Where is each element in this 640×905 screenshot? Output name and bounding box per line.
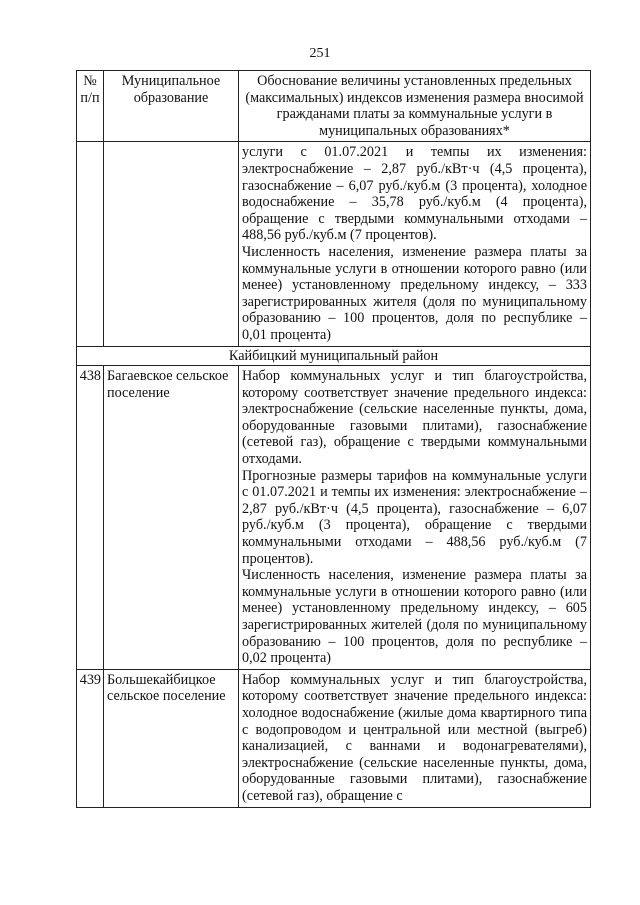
cell-justification [239,142,591,346]
table-row-continuation [77,142,591,346]
paragraph: Численность населения, изменение размера платы за коммунальные услуги в отношении которого равно (или менее) установленному предельному индексу, – 333 зарегистрированных жителя (доля по муниципальному образованию – 100 процентов, доля по республике – 0,01 процента) [242,243,587,343]
row-municipality: Багаевское сельское поселение [104,366,239,670]
district-row [77,346,591,366]
paragraph: Набор коммунальных услуг и тип благоустройства, которому соответствует значение предельного индекса: электроснабжение (сельские населенные пункты, дома, оборудованные газовыми плитами), газоснабжение (сетевой газ), обращение с твердыми коммунальными отходами. [242,368,587,468]
paragraph: Прогнозные размеры тарифов на коммунальные услуги с 01.07.2021 и темпы их изменения: электроснабжение – 2,87 руб./кВт·ч (4,5 процента), газоснабжение – 6,07 руб./куб.м (3 процента), обращение с твердыми коммунальными отходами – 488,56 руб./куб.м (7 процентов). [242,467,587,567]
paragraph: услуги с 01.07.2021 и темпы их изменения: электроснабжение – 2,87 руб./кВт·ч (4,5 процента), газоснабжение – 6,07 руб./куб.м (3 процента), холодное водоснабжение – 35,78 руб./куб.м (4 процента), обращение с твердыми коммунальными отходами – 488,56 руб./куб.м (7 процентов). [242,144,587,244]
page-number: 251 [309,46,331,61]
row-number: 438 [77,366,104,670]
table-header-row [77,71,591,142]
table-row [77,366,591,670]
paragraph: Набор коммунальных услуг и тип благоустройства, которому соответствует значение предельного индекса: холодное водоснабжение (жилые дома квартирного типа с водопроводом и центральной или местной (выгреб) канализацией, с ваннами и водонагревателями), электроснабжение (сельские населенные пункты, дома, оборудованные газовыми плитами), газоснабжение (сетевой газ), обращение с [242,671,587,804]
row-municipality: Большекайбицкое сельское поселение [104,669,239,807]
row-number: 439 [77,669,104,807]
tariff-table [76,70,591,808]
district-name: Кайбицкий муниципальный район [77,346,591,366]
row-justification [239,366,591,670]
cell-number [77,142,104,346]
cell-municipality [104,142,239,346]
header-number: № п/п [77,71,104,142]
table-row [77,669,591,807]
paragraph: Численность населения, изменение размера платы за коммунальные услуги в отношении которого равно (или менее) установленному предельному индексу, – 605 зарегистрированных жителей (доля по муниципальному образованию – 100 процентов, доля по республике – 0,02 процента) [242,567,587,667]
header-municipality: Муниципальное образование [104,71,239,142]
header-justification: Обоснование величины установленных предельных (максимальных) индексов изменения размера вносимой гражданами платы за коммунальные услуги в муниципальных образованиях* [239,71,591,142]
row-justification [239,669,591,807]
